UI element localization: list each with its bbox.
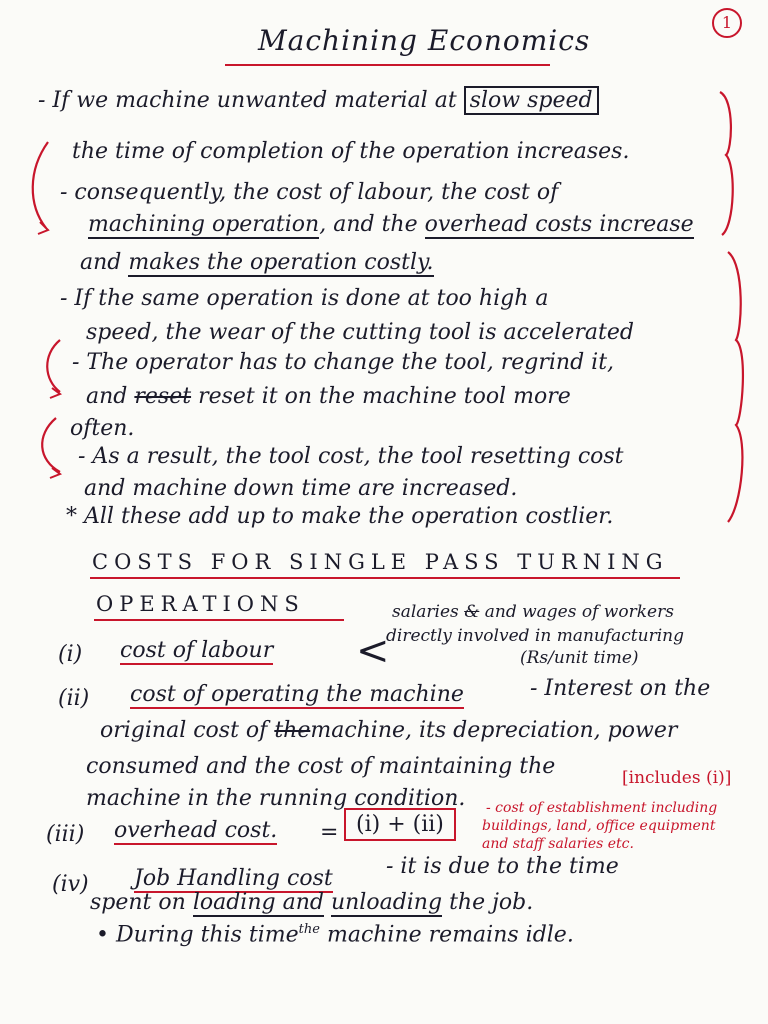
item-i-bracket: < xyxy=(356,628,390,674)
item-i-desc-3: (Rs/unit time) xyxy=(520,648,639,668)
intro-line-13: * All these add up to make the operation costlier. xyxy=(66,504,614,529)
item-ii-desc-3: consumed and the cost of maintaining the xyxy=(86,754,556,779)
item-iii-number: (iii) xyxy=(46,822,85,847)
page-title: Machining Economics xyxy=(258,24,591,57)
intro-line-12: and machine down time are increased. xyxy=(84,476,518,501)
item-i-desc-1a: salaries xyxy=(392,602,459,622)
item-iv-desc-2 xyxy=(90,890,533,915)
item-iv-desc-3a: • During this time xyxy=(96,922,299,948)
item-iii-note-3: and staff salaries etc. xyxy=(482,836,634,852)
item-ii-number: (ii) xyxy=(58,686,90,711)
item-iv-desc-1: - it is due to the time xyxy=(386,854,619,879)
section-heading-1: COSTS FOR SINGLE PASS TURNING xyxy=(92,550,669,574)
item-i-desc-1 xyxy=(392,602,674,622)
makes-costly-underlined: makes the operation costly. xyxy=(128,250,434,275)
item-i-desc-2: directly involved in manufacturing xyxy=(386,626,684,646)
item-iii-equals: = xyxy=(320,820,339,845)
right-brace-1 xyxy=(720,92,733,235)
loading-underlined: loading and xyxy=(192,890,324,915)
section-heading-1-underline xyxy=(90,577,680,579)
right-brace-2 xyxy=(728,252,743,522)
item-i-label: cost of labour xyxy=(120,638,274,663)
intro-line-7: speed, the wear of the cutting tool is accelerated xyxy=(86,320,634,345)
struck-word: reset xyxy=(134,384,192,409)
item-iv-insert: the xyxy=(298,922,320,937)
item-iv-desc-3b: machine remains idle. xyxy=(326,922,574,948)
item-iii-note-1: - cost of establishment including xyxy=(486,800,718,816)
item-iv-desc-2a: spent on xyxy=(90,890,186,915)
item-ii-desc-2a: original cost of xyxy=(100,718,268,743)
item-iii-note-2: buildings, land, office equipment xyxy=(482,818,716,834)
overhead-costs-underlined: overhead costs increase xyxy=(424,212,694,237)
item-iv-number: (iv) xyxy=(52,872,89,897)
arrowhead-3 xyxy=(50,468,60,478)
intro-line-2: the time of completion of the operation increases. xyxy=(72,139,630,164)
item-ii-desc-2 xyxy=(100,718,677,743)
item-iv-label: Job Handling cost xyxy=(134,866,333,891)
section-heading-2: OPERATIONS xyxy=(96,592,305,616)
left-arrow-3 xyxy=(42,418,60,472)
intro-line-10: often. xyxy=(70,416,135,441)
unloading-underlined: unloading xyxy=(330,890,443,915)
item-iv-desc-3 xyxy=(96,922,574,947)
slow-speed-box: slow speed xyxy=(464,86,599,115)
item-ii-note: [includes (i)] xyxy=(622,768,732,788)
left-arrow-1 xyxy=(33,142,48,228)
item-i-struck: & xyxy=(464,602,480,622)
item-ii-struck: the xyxy=(274,718,311,743)
intro-line-1-text: - If we machine unwanted material at xyxy=(38,88,457,113)
intro-line-11: - As a result, the tool cost, the tool resetting cost xyxy=(78,444,624,469)
intro-line-9-rest: reset it on the machine tool more xyxy=(198,384,571,409)
arrowhead-1 xyxy=(38,222,48,234)
machining-operation-underlined: machining operation xyxy=(88,212,320,237)
item-iii-formula-box: (i) + (ii) xyxy=(344,808,456,841)
item-ii-desc-2b: machine, its depreciation, power xyxy=(310,718,678,743)
item-i-desc-1b: and wages of workers xyxy=(484,602,674,622)
item-ii-desc-1: - Interest on the xyxy=(530,676,711,701)
page-number: 1 xyxy=(712,8,742,38)
intro-line-8: - The operator has to change the tool, regrind it, xyxy=(72,350,615,375)
intro-line-5-and: and xyxy=(80,250,122,275)
item-iii-label: overhead cost. xyxy=(114,818,278,843)
intro-line-9-and: and xyxy=(86,384,128,409)
item-iv-desc-2d: the job. xyxy=(449,890,534,915)
section-heading-2-underline xyxy=(94,619,344,621)
item-ii-desc-4: machine in the running condition. xyxy=(86,786,466,811)
intro-line-4-mid: , and the xyxy=(319,212,418,237)
item-ii-label: cost of operating the machine xyxy=(130,682,464,707)
intro-line-3: - consequently, the cost of labour, the cost of xyxy=(60,180,559,205)
intro-line-6: - If the same operation is done at too high a xyxy=(60,286,549,311)
item-i-number: (i) xyxy=(58,642,83,667)
left-arrow-2 xyxy=(47,340,60,392)
